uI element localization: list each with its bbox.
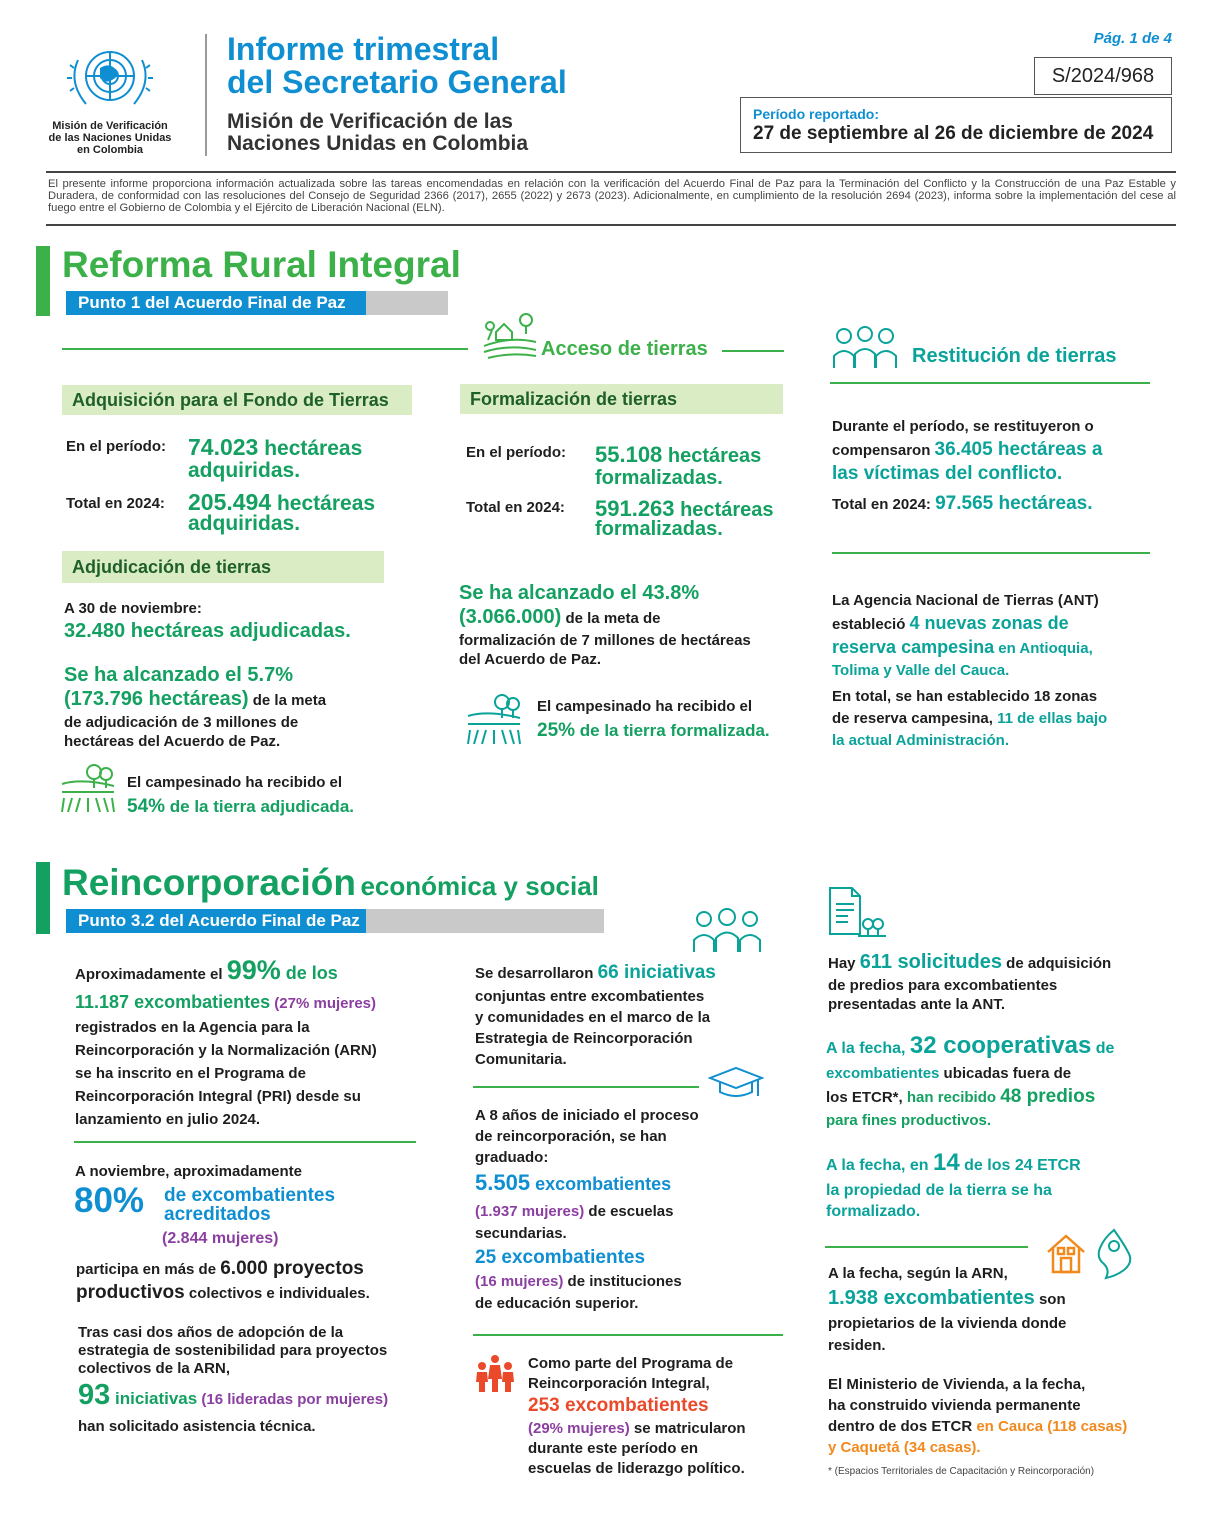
text: iniciativas <box>110 1389 198 1408</box>
farm-landscape-icon <box>482 310 538 360</box>
report-subtitle <box>227 111 528 155</box>
text-line <box>826 1149 1081 1180</box>
text: El campesinado ha recibido el <box>127 774 343 791</box>
text: Se ha alcanzado el 5.7% <box>64 664 293 686</box>
label: En el período: <box>66 438 167 455</box>
section-subtitle: Punto 3.2 del Acuerdo Final de Paz <box>66 909 366 933</box>
value-line <box>188 489 376 515</box>
text: de educación superior. <box>475 1295 639 1312</box>
title-sub: económica y social <box>360 871 599 901</box>
graduation-cap-icon <box>708 1066 764 1102</box>
divider <box>473 1086 699 1088</box>
paragraph <box>75 955 377 1131</box>
divider <box>830 382 1150 384</box>
adjudicacion-box: Adjudicación de tierras <box>62 551 384 583</box>
text: (29% mujeres) <box>528 1420 630 1437</box>
doc-code: S/2024/968 <box>1034 57 1172 95</box>
text: la propiedad de la tierra se ha <box>826 1182 1052 1199</box>
paragraph <box>78 1324 388 1437</box>
text: hectáreas del Acuerdo de Paz. <box>64 733 281 750</box>
section-title-reinc <box>62 862 599 904</box>
text: A la fecha, <box>826 1040 910 1057</box>
text: El campesinado ha recibido el <box>537 698 753 715</box>
divider <box>832 552 1150 554</box>
text: Estrategia de Reincorporación <box>475 1030 693 1047</box>
value-block <box>595 444 761 489</box>
text-line <box>64 687 326 713</box>
paragraph <box>832 416 1103 485</box>
text: Hay <box>828 955 860 972</box>
label: Total en 2024: <box>66 495 165 512</box>
unit: hectáreas <box>680 499 774 521</box>
intro-rule <box>46 224 1176 226</box>
period-box <box>740 97 1172 153</box>
org-line: Misión de Verificación <box>52 120 168 132</box>
number: 55.108 <box>595 442 663 467</box>
number: 205.494 <box>188 489 272 515</box>
org-line: de las Naciones Unidas <box>48 132 172 144</box>
text: durante este período en <box>528 1440 699 1457</box>
text-line <box>78 1378 388 1417</box>
text-line <box>826 1085 1114 1110</box>
subtitle-grey-bar <box>366 291 448 315</box>
text: han solicitado asistencia técnica. <box>78 1418 316 1435</box>
value-line <box>595 444 761 467</box>
value-block <box>188 436 362 482</box>
people-group-icon <box>692 908 762 954</box>
text: se matricularon <box>629 1420 746 1437</box>
highlight: 66 iniciativas <box>597 962 716 983</box>
text: de adjudicación de 3 millones de <box>64 714 299 731</box>
paragraph <box>828 1374 1127 1458</box>
text: de los <box>280 963 338 983</box>
text: de la tierra formalizada. <box>575 721 770 740</box>
stat-block <box>537 696 770 742</box>
text: ha construido vivienda permanente <box>828 1397 1081 1414</box>
text: del Acuerdo de Paz. <box>459 651 601 668</box>
text: de la meta de <box>561 610 661 627</box>
text: A la fecha, en <box>826 1157 933 1174</box>
report-title <box>227 33 567 99</box>
text: han recibido <box>906 1089 1001 1106</box>
text: Tolima y Valle del Cauca. <box>832 662 1010 679</box>
highlight: las víctimas del conflicto. <box>832 463 1063 484</box>
text-line <box>75 955 377 990</box>
text-line <box>832 708 1107 730</box>
label: Total en 2024: <box>832 496 936 513</box>
paragraph <box>475 961 716 1070</box>
text: conjuntas entre excombatientes <box>475 988 705 1005</box>
text-line <box>528 1418 746 1439</box>
number: 74.023 <box>188 434 259 460</box>
stat-block <box>127 772 354 818</box>
page-number: Pág. 1 de 4 <box>1093 30 1172 47</box>
label: En el período: <box>466 444 567 461</box>
text-line <box>475 1271 699 1293</box>
text: para fines productivos. <box>826 1112 992 1129</box>
big-number: 80% <box>74 1181 145 1220</box>
text: Se ha alcanzado el 43.8% <box>459 582 700 604</box>
text-line <box>475 1201 699 1223</box>
text: Reincorporación y la Normalización (ARN) <box>75 1042 377 1059</box>
text: y comunidades en el marco de la <box>475 1009 711 1026</box>
text-line: de excombatientes <box>164 1185 336 1206</box>
paragraph <box>826 1032 1114 1132</box>
text: estrategia de sostenibilidad para proyectos <box>78 1342 388 1359</box>
text-line <box>828 1416 1127 1437</box>
text: Reincorporación Integral (PRI) desde su <box>75 1088 361 1105</box>
text: dentro de dos ETCR <box>828 1418 977 1435</box>
formalizacion-box: Formalización de tierras <box>460 384 783 414</box>
text: de la tierra adjudicada. <box>165 797 354 816</box>
text-line <box>826 1032 1114 1063</box>
text: excombatientes <box>530 1174 672 1194</box>
text: de predios para excombatientes <box>828 977 1058 994</box>
text-line: acreditados <box>164 1204 271 1225</box>
text-line <box>832 636 1107 660</box>
text-line <box>127 796 354 818</box>
acceso-title: Acceso de tierras <box>541 338 708 360</box>
highlight: 99% <box>226 955 281 985</box>
un-emblem-icon <box>64 38 156 118</box>
highlight: 54% <box>127 796 166 817</box>
value-line <box>595 496 774 521</box>
text: A noviembre, aproximadamente <box>75 1163 303 1180</box>
text-line <box>459 605 751 631</box>
title-main: Reincorporación <box>62 862 356 903</box>
divider <box>74 1141 416 1143</box>
highlight: reserva campesina <box>832 637 995 657</box>
value-line: adquiridas. <box>188 459 301 482</box>
text: son <box>1034 1291 1066 1308</box>
text: (27% mujeres) <box>270 995 377 1012</box>
org-line: en Colombia <box>76 144 143 156</box>
number: 591.263 <box>595 496 675 521</box>
divider <box>473 1334 783 1336</box>
text: los ETCR*, <box>826 1089 907 1106</box>
subtitle-grey-bar <box>366 909 604 933</box>
text: y Caquetá (34 casas). <box>828 1439 981 1456</box>
paragraph <box>828 950 1111 1014</box>
value-line: adquiridas. <box>188 512 301 535</box>
document-tree-icon <box>828 886 888 938</box>
text: ubicadas fuera de <box>939 1065 1072 1082</box>
highlight: 11.187 excombatientes <box>75 992 271 1012</box>
text: estableció <box>832 616 910 633</box>
text: En total, se han establecido 18 zonas <box>832 688 1098 705</box>
unit: hectáreas <box>667 445 762 467</box>
paragraph <box>826 1149 1081 1222</box>
highlight: 1.938 excombatientes <box>828 1287 1035 1309</box>
text: (16 lideradas por mujeres) <box>197 1391 389 1408</box>
paragraph <box>475 1105 699 1315</box>
divider <box>825 1246 1028 1248</box>
paragraph <box>528 1354 746 1479</box>
text-block <box>164 1186 335 1224</box>
text-line <box>475 961 716 986</box>
subtitle-line: Naciones Unidas en Colombia <box>227 132 529 155</box>
value-line <box>188 436 362 460</box>
value-line: formalizadas. <box>595 467 723 489</box>
text: 11 de ellas bajo <box>997 710 1108 727</box>
text: formalizado. <box>826 1203 921 1220</box>
text: propietarios de la vivienda donde <box>828 1315 1067 1332</box>
text-line <box>832 438 1103 462</box>
adquisicion-box: Adquisición para el Fondo de Tierras <box>62 385 412 415</box>
text: de la meta <box>248 692 327 709</box>
section-accent <box>36 862 50 934</box>
value-block <box>188 489 376 535</box>
text: Como parte del Programa de <box>528 1355 734 1372</box>
text: de escuelas <box>584 1203 674 1220</box>
section-title-rural: Reforma Rural Integral <box>62 244 461 285</box>
text: Reincorporación Integral, <box>528 1375 710 1392</box>
subtitle-line: Misión de Verificación de las <box>227 110 513 133</box>
text: A 30 de noviembre: <box>64 600 202 617</box>
text: presentadas ante la ANT. <box>828 996 1006 1013</box>
highlight: 25 excombatientes <box>475 1247 646 1268</box>
highlight: 32.480 hectáreas adjudicadas. <box>64 620 351 642</box>
title-line: del Secretario General <box>227 64 567 100</box>
text: escuelas de liderazgo político. <box>528 1460 745 1477</box>
highlight: 253 excombatientes <box>528 1395 709 1416</box>
text: Se desarrollaron <box>475 965 598 982</box>
map-pin-icon <box>1094 1228 1134 1280</box>
intro-text: El presente informe proporciona información actualizada sobre las tareas encomendadas en relación con la verificación del Acuerdo Final de Paz para la Terminación del Conflicto y la Construcción de una Paz Estable y Duradera, de conformidad con las resoluciones del Consejo de Seguridad 2366 (2017), 2655 (2022) y 2673 (2023). Adicionalmente, en cumplimiento de la resolución 2694 (2023), informa sobre la implementación del cese al fuego entre el Gobierno de Colombia y el Ejército de Liberación Nacional (ELN). <box>48 178 1176 214</box>
text: La Agencia Nacional de Tierras (ANT) <box>832 592 1099 609</box>
text: graduado: <box>475 1149 549 1166</box>
text: de instituciones <box>563 1273 682 1290</box>
people-group-icon <box>832 326 898 370</box>
text: colectivos de la ARN, <box>78 1360 230 1377</box>
text-line <box>75 990 377 1016</box>
text-line <box>826 1063 1114 1085</box>
paragraph <box>828 1263 1066 1357</box>
paragraph <box>76 1257 370 1305</box>
text: Durante el período, se restituyeron o <box>832 418 1094 435</box>
highlight: 36.405 hectáreas a <box>934 439 1103 460</box>
women-leaders-icon <box>475 1354 515 1394</box>
text: colectivos e individuales. <box>184 1285 370 1302</box>
divider <box>722 350 784 352</box>
text: de los 24 ETCR <box>959 1157 1081 1174</box>
highlight: (173.796 hectáreas) <box>64 688 249 710</box>
text-line <box>475 1168 699 1201</box>
text-line <box>832 612 1107 636</box>
title-line: Informe trimestral <box>227 31 500 67</box>
highlight: 25% <box>537 720 576 741</box>
restitucion-title: Restitución de tierras <box>912 345 1117 367</box>
text: secundarias. <box>475 1225 567 1242</box>
highlight: 48 predios <box>1000 1086 1096 1107</box>
value-block <box>595 496 774 540</box>
section-subtitle-bar <box>66 291 448 315</box>
text: excombatientes <box>826 1065 940 1082</box>
divider <box>62 348 468 350</box>
field-trees-icon <box>466 692 522 748</box>
org-name <box>40 120 180 156</box>
text: se ha inscrito en el Programa de <box>75 1065 306 1082</box>
text: residen. <box>828 1337 886 1354</box>
section-accent <box>36 246 50 316</box>
text: registrados en la Agencia para la <box>75 1019 310 1036</box>
big-number: 93 <box>78 1379 111 1411</box>
highlight: 4 nuevas zonas de <box>909 613 1069 633</box>
text-line <box>76 1282 370 1305</box>
highlight: productivos <box>76 1282 185 1303</box>
value-line: formalizadas. <box>595 518 723 540</box>
text: Tras casi dos años de adopción de la <box>78 1324 344 1341</box>
text: en Antioquia, <box>994 640 1093 657</box>
text: de <box>1091 1040 1115 1057</box>
label: Total en 2024: <box>466 499 565 516</box>
period-value: 27 de septiembre al 26 de diciembre de 2024 <box>753 123 1154 144</box>
text: (16 mujeres) <box>475 1273 564 1290</box>
highlight: 5.505 <box>475 1170 531 1195</box>
text-line <box>828 950 1111 976</box>
header-rule <box>46 171 1176 173</box>
paragraph <box>64 663 326 751</box>
text-line <box>828 1285 1066 1313</box>
header-divider <box>205 34 207 156</box>
text: A la fecha, según la ARN, <box>828 1265 1008 1282</box>
text: Comunitaria. <box>475 1051 567 1068</box>
text: formalización de 7 millones de hectáreas <box>459 632 751 649</box>
period-label: Período reportado: <box>753 106 880 122</box>
text: de reincorporación, se han <box>475 1128 667 1145</box>
text: de reserva campesina, <box>832 710 998 727</box>
text: Aproximadamente el <box>75 966 227 983</box>
text: en Cauca (118 casas) <box>976 1418 1128 1435</box>
highlight: 6.000 proyectos <box>220 1258 364 1279</box>
big-number: 32 cooperativas <box>909 1032 1092 1059</box>
text-line <box>76 1257 370 1282</box>
text: participa en más de <box>76 1261 221 1278</box>
paragraph <box>832 590 1107 752</box>
text: lanzamiento en julio 2024. <box>75 1111 261 1128</box>
unit: hectáreas <box>264 437 363 460</box>
section-subtitle: Punto 1 del Acuerdo Final de Paz <box>66 291 366 315</box>
text: (2.844 mujeres) <box>162 1230 279 1247</box>
text: A 8 años de iniciado el proceso <box>475 1107 699 1124</box>
text: compensaron <box>832 442 935 459</box>
total-line <box>832 493 1093 515</box>
paragraph <box>459 581 751 669</box>
highlight: 611 solicitudes <box>859 951 1002 973</box>
section-subtitle-bar <box>66 909 604 933</box>
footnote: * (Espacios Territoriales de Capacitación y Reincorporación) <box>828 1466 1095 1477</box>
unit: hectáreas <box>276 492 376 515</box>
text: la actual Administración. <box>832 732 1009 749</box>
text: de adquisición <box>1001 955 1112 972</box>
text: El Ministerio de Vivienda, a la fecha, <box>828 1376 1086 1393</box>
text: (1.937 mujeres) <box>475 1203 585 1220</box>
big-number: 14 <box>933 1149 960 1176</box>
text-line <box>537 720 770 742</box>
field-trees-icon <box>60 762 116 816</box>
highlight: (3.066.000) <box>459 606 562 628</box>
highlight: 97.565 hectáreas. <box>935 493 1093 514</box>
